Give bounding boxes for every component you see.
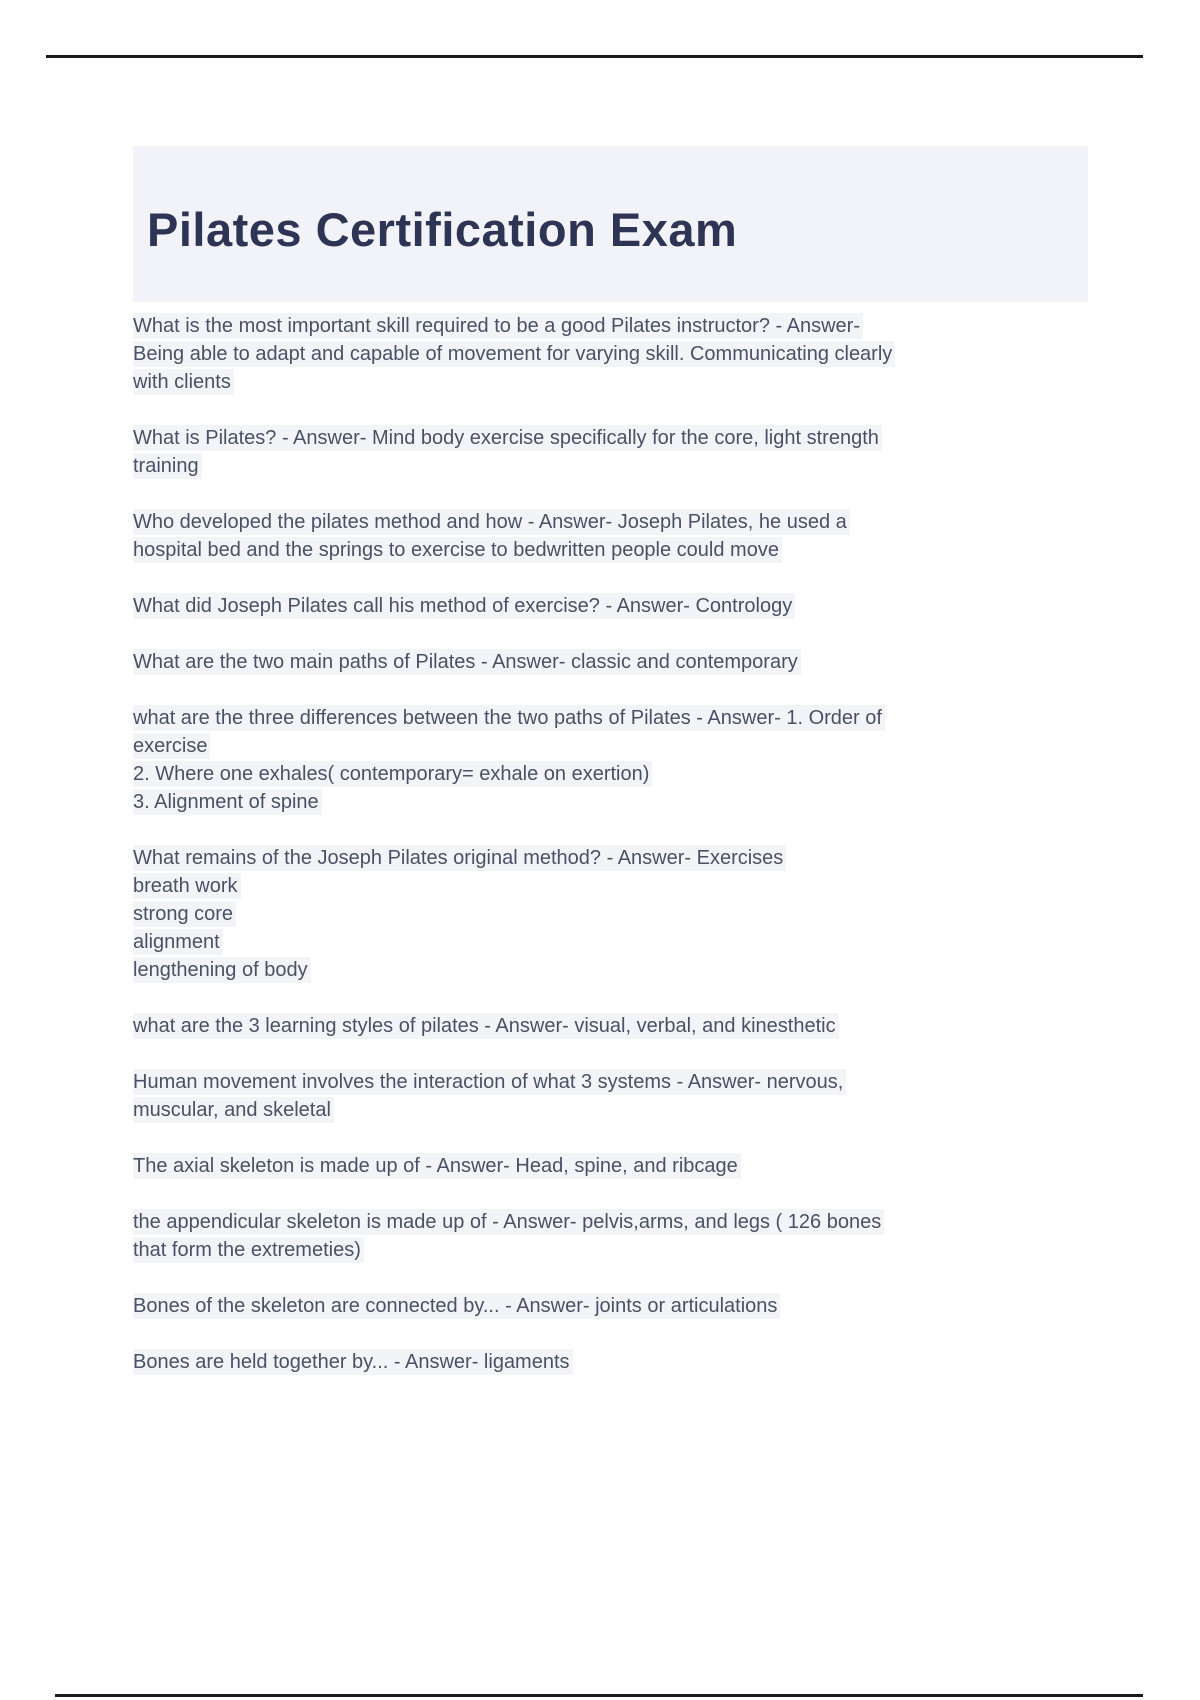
qa-line-text: alignment xyxy=(133,929,223,955)
qa-line-text: Being able to adapt and capable of movement for varying skill. Communicating clearly xyxy=(133,341,895,367)
qa-line-text: that form the extremeties) xyxy=(133,1237,364,1263)
qa-line-text: Bones of the skeleton are connected by... - Answer- joints or articulations xyxy=(133,1293,780,1319)
qa-paragraph xyxy=(133,704,1088,816)
qa-line xyxy=(133,1236,1088,1264)
document-body xyxy=(133,146,1088,1404)
qa-paragraph xyxy=(133,508,1088,564)
qa-line xyxy=(133,872,1088,900)
qa-paragraph xyxy=(133,1012,1088,1040)
qa-line-text: the appendicular skeleton is made up of - Answer- pelvis,arms, and legs ( 126 bones xyxy=(133,1209,884,1235)
qa-line xyxy=(133,648,1088,676)
qa-paragraph xyxy=(133,1292,1088,1320)
qa-line xyxy=(133,424,1088,452)
qa-line xyxy=(133,1208,1088,1236)
qa-paragraph xyxy=(133,1348,1088,1376)
qa-line xyxy=(133,788,1088,816)
qa-line-text: What is Pilates? - Answer- Mind body exercise specifically for the core, light strength xyxy=(133,425,882,451)
qa-paragraph xyxy=(133,1208,1088,1264)
qa-paragraph xyxy=(133,648,1088,676)
qa-line xyxy=(133,1096,1088,1124)
top-rule-divider xyxy=(46,55,1143,58)
qa-line-text: what are the three differences between the two paths of Pilates - Answer- 1. Order of xyxy=(133,705,885,731)
qa-paragraph xyxy=(133,592,1088,620)
qa-line-text: Human movement involves the interaction of what 3 systems - Answer- nervous, xyxy=(133,1069,846,1095)
qa-line-text: breath work xyxy=(133,873,241,899)
qa-line xyxy=(133,1152,1088,1180)
qa-line-text: Who developed the pilates method and how - Answer- Joseph Pilates, he used a xyxy=(133,509,850,535)
qa-line xyxy=(133,452,1088,480)
qa-paragraph xyxy=(133,1152,1088,1180)
qa-line xyxy=(133,1348,1088,1376)
qa-line-text: exercise xyxy=(133,733,210,759)
bottom-rule-divider xyxy=(55,1694,1143,1697)
qa-paragraph xyxy=(133,1068,1088,1124)
title-block xyxy=(133,146,1088,302)
qa-line xyxy=(133,704,1088,732)
qa-paragraph xyxy=(133,844,1088,984)
qa-line-text: with clients xyxy=(133,369,234,395)
qa-line-text: Bones are held together by... - Answer- ligaments xyxy=(133,1349,573,1375)
qa-line-text: What remains of the Joseph Pilates original method? - Answer- Exercises xyxy=(133,845,786,871)
qa-line xyxy=(133,508,1088,536)
qa-line xyxy=(133,928,1088,956)
qa-line-text: The axial skeleton is made up of - Answer- Head, spine, and ribcage xyxy=(133,1153,741,1179)
qa-line xyxy=(133,956,1088,984)
qa-line xyxy=(133,536,1088,564)
qa-line xyxy=(133,340,1088,368)
qa-line-text: what are the 3 learning styles of pilates - Answer- visual, verbal, and kinesthetic xyxy=(133,1013,839,1039)
qa-line-text: 2. Where one exhales( contemporary= exhale on exertion) xyxy=(133,761,652,787)
qa-line xyxy=(133,1068,1088,1096)
qa-line-text: What did Joseph Pilates call his method of exercise? - Answer- Contrology xyxy=(133,593,795,619)
qa-line-text: muscular, and skeletal xyxy=(133,1097,334,1123)
qa-line-text: What is the most important skill required to be a good Pilates instructor? - Answer- xyxy=(133,313,863,339)
qa-line-text: hospital bed and the springs to exercise to bedwritten people could move xyxy=(133,537,782,563)
qa-line-text: What are the two main paths of Pilates - Answer- classic and contemporary xyxy=(133,649,801,675)
qa-line xyxy=(133,1292,1088,1320)
qa-line-text: lengthening of body xyxy=(133,957,311,983)
qa-line xyxy=(133,368,1088,396)
qa-line xyxy=(133,760,1088,788)
qa-paragraph xyxy=(133,424,1088,480)
qa-list xyxy=(133,312,1088,1376)
qa-line xyxy=(133,592,1088,620)
qa-line-text: strong core xyxy=(133,901,236,927)
qa-line xyxy=(133,844,1088,872)
qa-line xyxy=(133,732,1088,760)
qa-line-text: training xyxy=(133,453,202,479)
qa-line xyxy=(133,312,1088,340)
page-title: Pilates Certification Exam xyxy=(147,203,738,256)
qa-line-text: 3. Alignment of spine xyxy=(133,789,322,815)
qa-line xyxy=(133,900,1088,928)
qa-paragraph xyxy=(133,312,1088,396)
qa-line xyxy=(133,1012,1088,1040)
